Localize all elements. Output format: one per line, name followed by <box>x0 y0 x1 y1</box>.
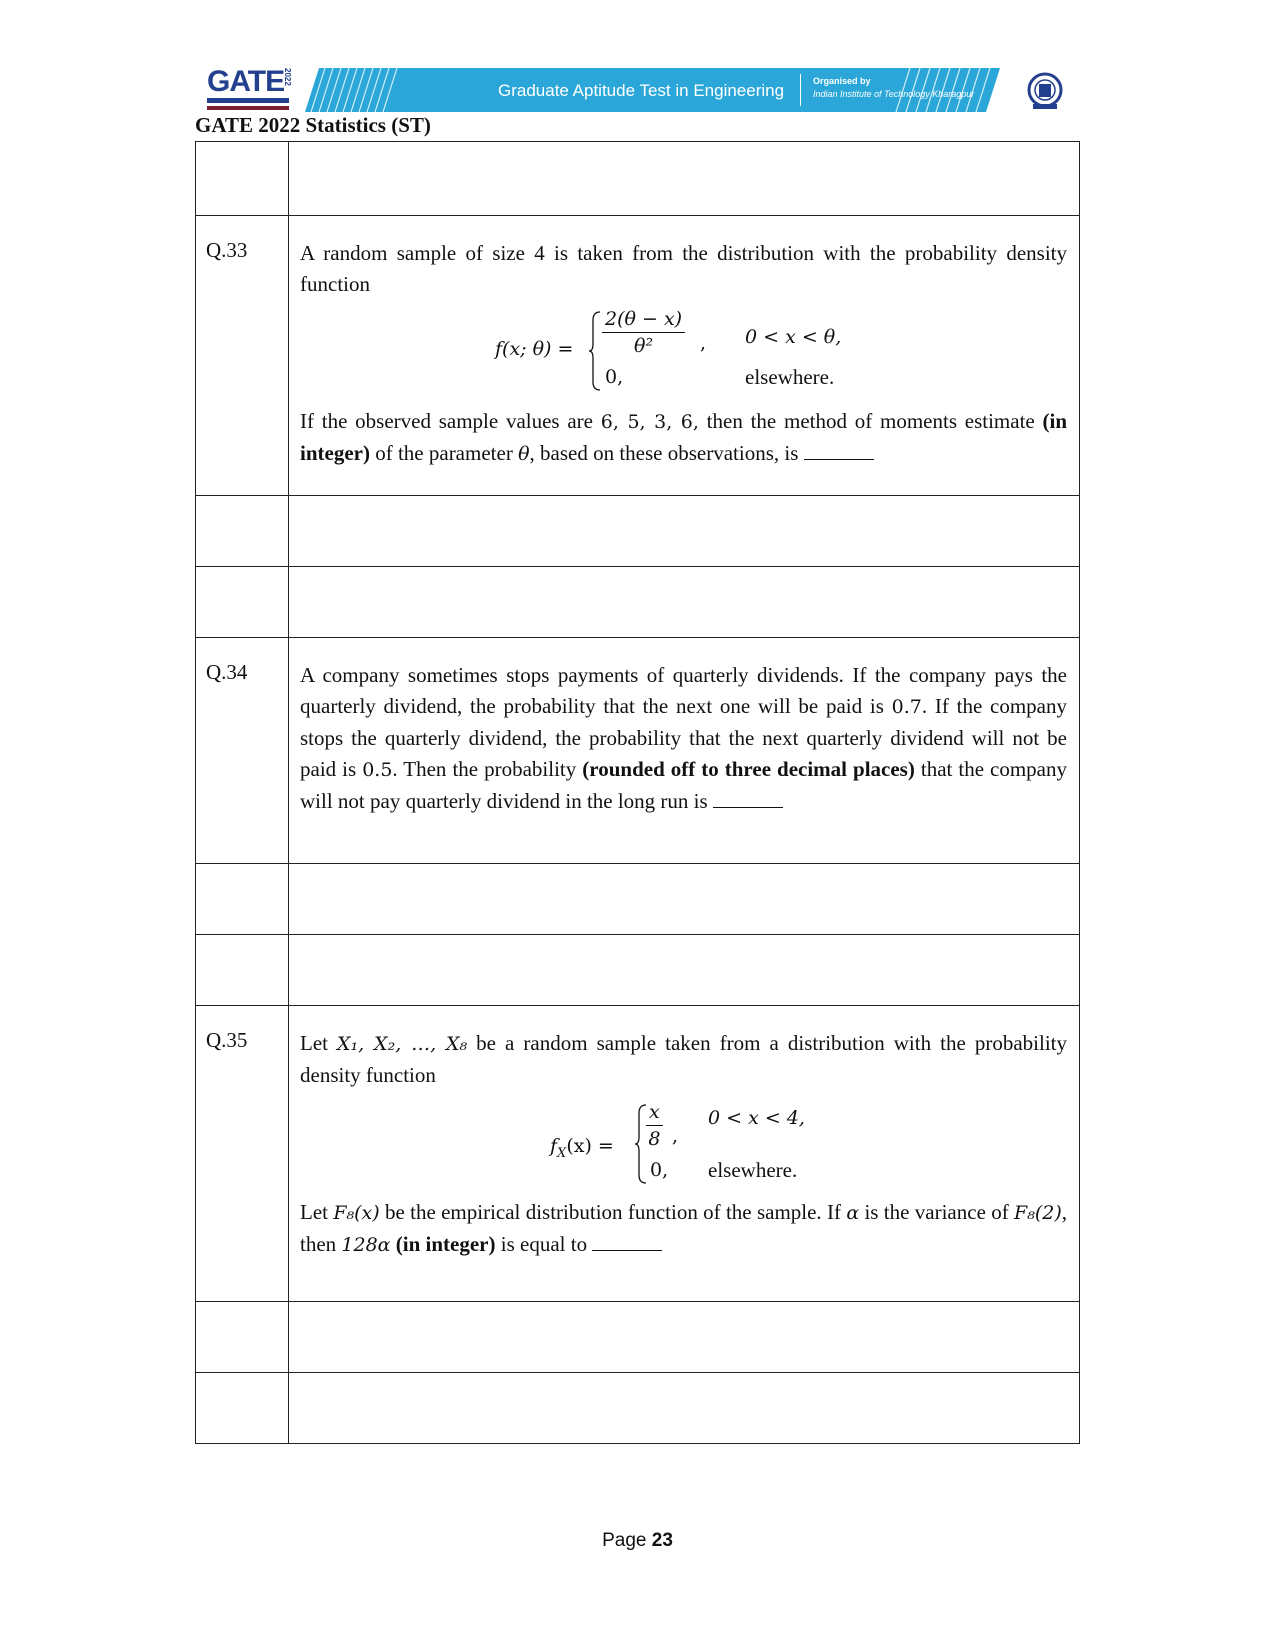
probability-value: 0.5 <box>362 759 393 781</box>
empty-cell <box>289 1302 1080 1373</box>
empty-row <box>196 1302 1080 1373</box>
question-number: Q.33 <box>196 216 289 496</box>
text-segment: . If the company stops the quarterly dividend, the probability that the next quarterly dividend will not be paid is <box>300 694 1067 781</box>
text-segment: that the company will not pay quarterly dividend in the long run is <box>300 757 1067 813</box>
comma: , <box>700 332 707 354</box>
answer-blank <box>713 789 783 808</box>
question-intro <box>300 1028 1067 1091</box>
text-segment: is the variance of <box>859 1200 1015 1224</box>
organiser-name: Indian Institute of Technology Kharagpur <box>813 89 975 99</box>
answer-blank <box>592 1232 662 1251</box>
empty-row <box>196 864 1080 935</box>
formula-lhs: f(x; θ) = <box>495 338 574 360</box>
page-number: 23 <box>651 1530 673 1551</box>
banner-separator <box>800 74 801 106</box>
page-footer <box>0 1530 1275 1552</box>
text-segment: , based on these observations, is <box>529 441 799 465</box>
gate-logo-bar-red <box>207 106 289 110</box>
gate-logo-text: GATE <box>207 65 285 98</box>
empty-cell <box>289 567 1080 638</box>
question-text <box>300 1197 1067 1261</box>
formula-fraction <box>646 1099 663 1152</box>
pdf-formula <box>300 306 1067 396</box>
formula-condition: 0 < x < θ, <box>745 326 842 348</box>
empty-cell <box>289 864 1080 935</box>
gate-logo-bar <box>207 98 289 103</box>
edf-symbol: F₈(x) <box>333 1202 380 1224</box>
question-body <box>289 1006 1080 1302</box>
empty-row <box>196 496 1080 567</box>
pdf-formula <box>300 1097 1067 1187</box>
question-body <box>289 638 1080 864</box>
text-segment: is equal to <box>495 1232 588 1256</box>
empty-cell <box>289 496 1080 567</box>
probability-value: 0.7 <box>891 696 922 718</box>
text-segment: Let <box>300 1031 338 1055</box>
sample-values: 6, 5, 3, 6, <box>600 411 699 433</box>
question-number: Q.34 <box>196 638 289 864</box>
expression: 128α <box>341 1234 391 1256</box>
empty-cell <box>196 1373 289 1444</box>
empty-cell <box>196 864 289 935</box>
function-subscript: X <box>557 1145 567 1161</box>
answer-blank <box>804 441 874 460</box>
question-row-q33 <box>196 216 1080 496</box>
theta-symbol: θ <box>518 443 530 465</box>
empty-row <box>196 567 1080 638</box>
iit-kharagpur-emblem-icon <box>1025 70 1065 112</box>
function-argument: (x) = <box>566 1135 614 1157</box>
gate-logo <box>205 66 295 114</box>
organised-by-label: Organised by <box>813 76 871 86</box>
edf-value: F₈(2) <box>1014 1202 1062 1224</box>
page-header <box>205 66 1065 116</box>
empty-row <box>196 142 1080 216</box>
text-segment: be a random sample taken from a distribution with the probability density function <box>300 1031 1067 1087</box>
question-text <box>300 406 1067 470</box>
fraction-numerator: 2(θ − x) <box>602 306 685 333</box>
text-segment: of the parameter <box>369 441 519 465</box>
formula-elsewhere: elsewhere. <box>745 365 835 389</box>
fraction-denominator: θ² <box>634 335 654 357</box>
question-row-q34 <box>196 638 1080 864</box>
fraction-denominator: 8 <box>648 1128 661 1150</box>
function-symbol: f <box>550 1135 558 1157</box>
bold-note: (rounded off to three decimal places) <box>582 757 915 781</box>
bold-note: (in integer) <box>300 409 1068 465</box>
question-body <box>289 216 1080 496</box>
formula-lhs <box>550 1131 614 1169</box>
bold-note: (in integer) <box>395 1232 496 1256</box>
page-label: Page <box>602 1530 652 1551</box>
formula-fraction <box>602 306 685 359</box>
text-segment: If the observed sample values are <box>300 409 601 433</box>
empty-cell <box>289 1373 1080 1444</box>
alpha-symbol: α <box>846 1202 860 1224</box>
empty-cell <box>196 935 289 1006</box>
text-segment: Let <box>300 1200 334 1224</box>
question-row-q35 <box>196 1006 1080 1302</box>
text-segment: be the empirical distribution function of the sample. If <box>379 1200 847 1224</box>
empty-cell <box>289 142 1080 216</box>
left-brace-icon <box>588 310 602 392</box>
question-intro: A random sample of size 4 is taken from the distribution with the probability density function <box>300 241 1067 296</box>
sample-variables: X₁, X₂, …, X₈ <box>337 1033 468 1055</box>
header-banner <box>305 68 1000 112</box>
empty-cell <box>196 496 289 567</box>
formula-condition: 0 < x < 4, <box>708 1107 805 1129</box>
empty-cell <box>196 142 289 216</box>
empty-cell <box>196 567 289 638</box>
empty-cell <box>289 935 1080 1006</box>
empty-cell <box>196 1302 289 1373</box>
text-segment: A company sometimes stops payments of quarterly dividends. If the company pays the quarterly dividend, the probability that the next one will be paid is <box>300 663 1067 718</box>
formula-zero: 0, <box>650 1159 669 1181</box>
text-segment: . Then the probability <box>392 757 583 781</box>
fraction-numerator: x <box>646 1099 663 1126</box>
empty-row <box>196 935 1080 1006</box>
empty-row <box>196 1373 1080 1444</box>
banner-title: Graduate Aptitude Test in Engineering <box>498 81 785 100</box>
document-title: GATE 2022 Statistics (ST) <box>195 113 431 137</box>
gate-logo-year: 2022 <box>283 68 292 86</box>
text-segment: , then <box>300 1200 1067 1256</box>
formula-zero: 0, <box>605 366 624 388</box>
text-segment: then the method of moments estimate <box>698 409 1035 433</box>
comma: , <box>672 1125 679 1147</box>
formula-elsewhere: elsewhere. <box>708 1158 798 1182</box>
question-number: Q.35 <box>196 1006 289 1302</box>
questions-table <box>195 141 1080 1444</box>
